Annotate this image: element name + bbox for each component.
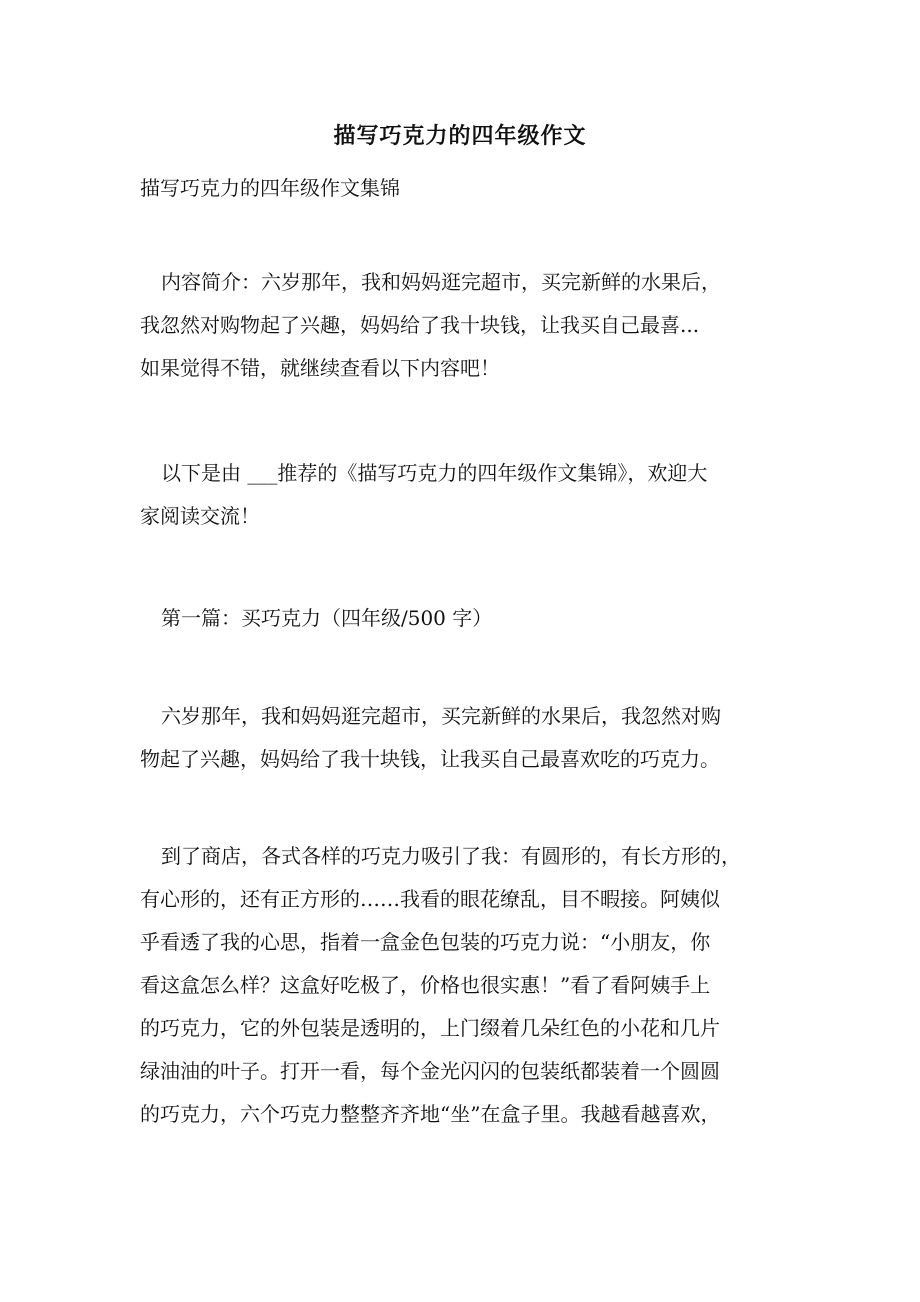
- paragraph-line: 的巧克力，它的外包装是透明的，上门缀着几朵红色的小花和几片: [140, 1016, 720, 1040]
- paragraph-line: 六岁那年，我和妈妈逛完超市，买完新鲜的水果后，我忽然对购: [161, 704, 721, 728]
- paragraph-line: 物起了兴趣，妈妈给了我十块钱，让我买自己最喜欢吃的巧克力。: [140, 747, 720, 771]
- intro-paragraph: [140, 261, 790, 390]
- intro-line: 我忽然对购物起了兴趣，妈妈给了我十块钱，让我买自己最喜...: [140, 313, 700, 337]
- paragraph-line: 绿油油的叶子。打开一看，每个金光闪闪的包装纸都装着一个圆圆: [140, 1059, 720, 1083]
- paragraph-line: 到了商店，各式各样的巧克力吸引了我：有圆形的，有长方形的，: [161, 844, 741, 868]
- paragraph-line: 有心形的，还有正方形的……我看的眼花缭乱，目不暇接。阿姨似: [140, 887, 720, 911]
- document-title: 描写巧克力的四年级作文: [333, 123, 587, 149]
- body-paragraph-1: [140, 695, 790, 781]
- recommend-line: 家阅读交流！: [140, 504, 260, 528]
- paragraph-line: 的巧克力，六个巧克力整整齐齐地“坐”在盒子里。我越看越喜欢，: [140, 1102, 721, 1126]
- document-subtitle: 描写巧克力的四年级作文集锦: [140, 176, 400, 200]
- body-paragraph-2: [140, 835, 790, 1136]
- intro-line: 如果觉得不错，就继续查看以下内容吧！: [140, 356, 500, 380]
- chapter-heading: [140, 597, 790, 640]
- recommend-paragraph: [140, 452, 790, 538]
- paragraph-line: 乎看透了我的心思，指着一盒金色包装的巧克力说：“小朋友，你: [140, 930, 711, 954]
- recommend-line: 以下是由 ___推荐的《描写巧克力的四年级作文集锦》，欢迎大: [161, 461, 708, 485]
- intro-line: 内容简介：六岁那年，我和妈妈逛完超市，买完新鲜的水果后，: [161, 270, 721, 294]
- chapter-heading-text: 第一篇：买巧克力（四年级/500 字）: [161, 606, 493, 630]
- paragraph-line: 看这盒怎么样？这盒好吃极了，价格也很实惠！”看了看阿姨手上: [140, 973, 711, 997]
